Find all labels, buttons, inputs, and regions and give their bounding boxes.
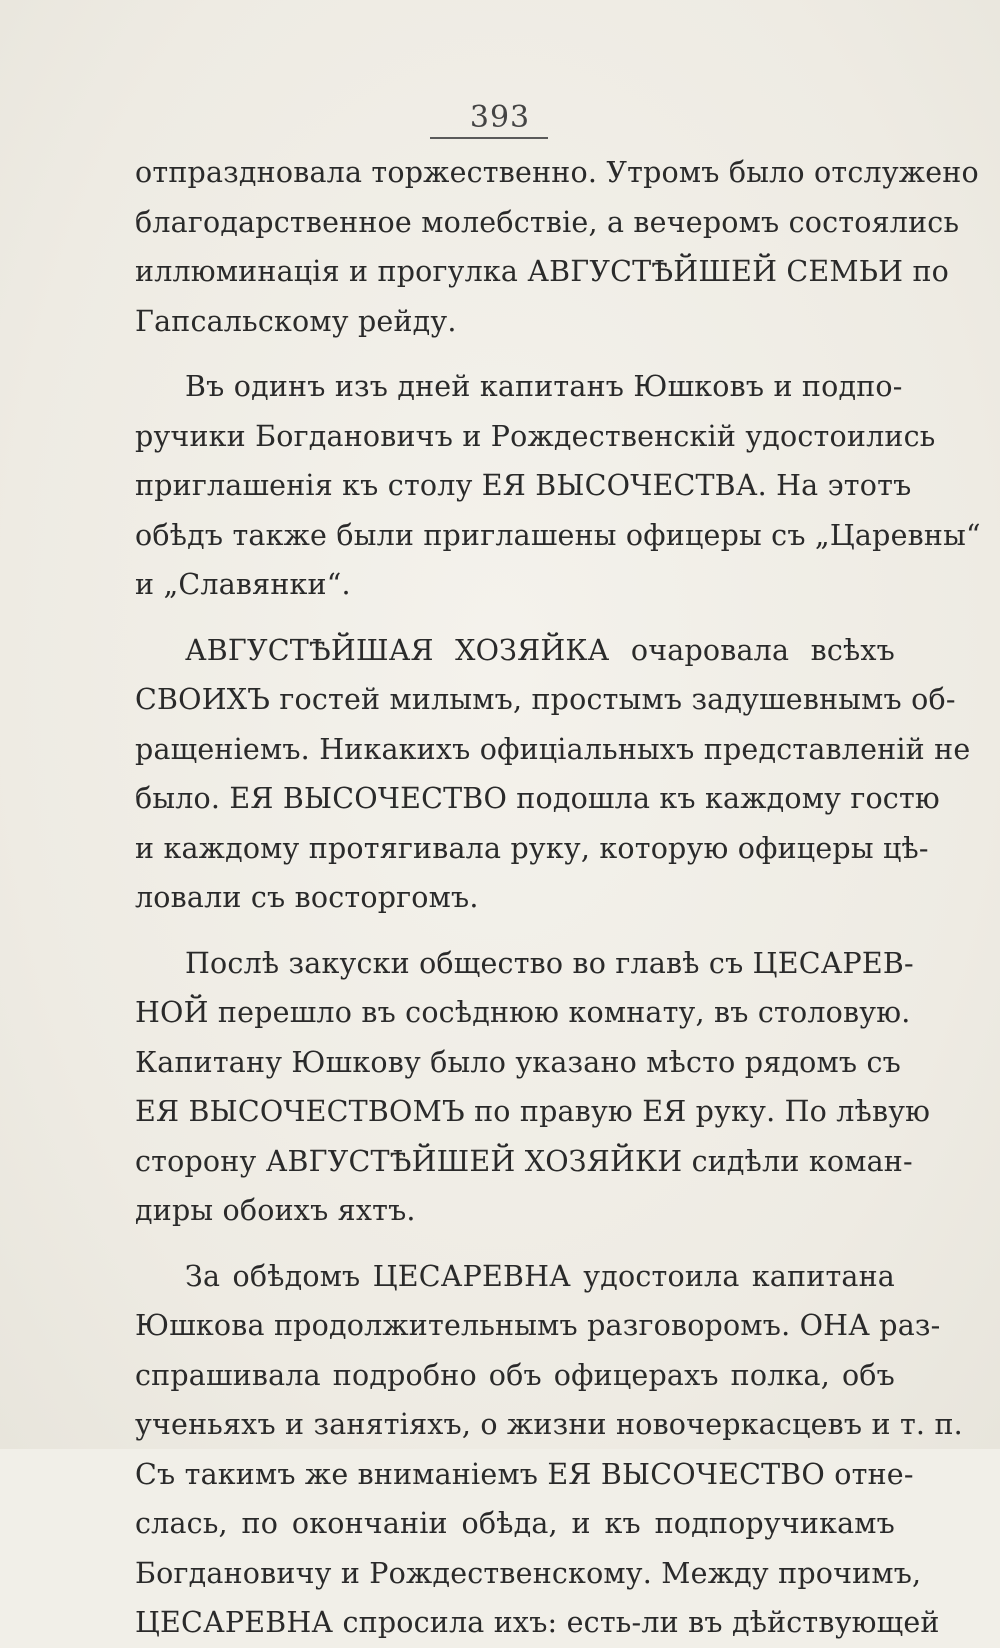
text-line: Въ одинъ изъ дней капитанъ Юшковъ и подпо- <box>185 370 903 403</box>
text-line: отпраздновала торжественно. Утромъ было отслужено <box>135 156 979 189</box>
body-text <box>135 148 981 1648</box>
paragraph-gap <box>135 923 895 939</box>
text-line: ЕЯ ВЫСОЧЕСТВОМЪ по правую ЕЯ руку. По лѣвую <box>135 1095 931 1128</box>
text-line: благодарственное молебствіе, а вечеромъ состоялись <box>135 205 960 239</box>
text-line: обѣдъ также были приглашены офицеры съ „Царевны“ <box>135 518 981 552</box>
text-line: НОЙ перешло въ сосѣднюю комнату, въ столовую. <box>135 996 911 1029</box>
text-line: За обѣдомъ ЦЕСАРЕВНА удостоила капитана <box>185 1259 895 1293</box>
paragraph-gap <box>135 610 895 626</box>
text-line: ручики Богдановичъ и Рождественскій удостоились <box>135 419 936 453</box>
text-line: ученьяхъ и занятіяхъ, о жизни новочеркасцевъ и т. п. <box>135 1408 963 1441</box>
text-line: слась, по окончаніи обѣда, и къ подпоручикамъ <box>135 1507 895 1540</box>
text-line: СВОИХЪ гостей милымъ, простымъ задушевнымъ об- <box>135 683 956 716</box>
text-line: иллюминація и прогулка АВГУСТѢЙШЕЙ СЕМЬИ по <box>135 255 950 288</box>
text-line: Юшкова продолжительнымъ разговоромъ. ОНА раз- <box>135 1309 941 1342</box>
text-line: Гапсальскому рейду. <box>135 304 457 338</box>
text-line: было. ЕЯ ВЫСОЧЕСТВО подошла къ каждому гостю <box>135 782 940 815</box>
text-line: сторону АВГУСТѢЙШЕЙ ХОЗЯЙКИ сидѣли коман- <box>135 1144 913 1178</box>
text-line: ловали съ восторгомъ. <box>135 881 479 914</box>
paragraph-gap <box>135 346 895 362</box>
text-line: приглашенія къ столу ЕЯ ВЫСОЧЕСТВА. На этотъ <box>135 469 912 502</box>
text-line: Богдановичу и Рождественскому. Между прочимъ, <box>135 1556 922 1590</box>
text-line: и „Славянки“. <box>135 568 351 601</box>
text-line: и каждому протягивала руку, которую офицеры цѣ- <box>135 831 929 865</box>
text-line: спрашивала подробно объ офицерахъ полка, объ <box>135 1358 895 1392</box>
text-line: Послѣ закуски общество во главѣ съ ЦЕСАРЕВ- <box>185 946 914 980</box>
text-line: диры обоихъ яхтъ. <box>135 1194 416 1227</box>
text-line: ращеніемъ. Никакихъ офиціальныхъ представленій не <box>135 732 971 766</box>
text-line: АВГУСТѢЙШАЯ ХОЗЯЙКА очаровала всѣхъ <box>185 633 895 667</box>
page-number-rule <box>430 137 548 139</box>
text-line: ЦЕСАРЕВНА спросила ихъ: есть-ли въ дѣйствующей <box>135 1606 940 1639</box>
paragraph-gap <box>135 1236 895 1252</box>
text-line: Капитану Юшкову было указано мѣсто рядомъ съ <box>135 1045 901 1079</box>
text-line: Съ такимъ же вниманіемъ ЕЯ ВЫСОЧЕСТВО отне- <box>135 1457 914 1491</box>
page-number: 393 <box>469 100 531 135</box>
